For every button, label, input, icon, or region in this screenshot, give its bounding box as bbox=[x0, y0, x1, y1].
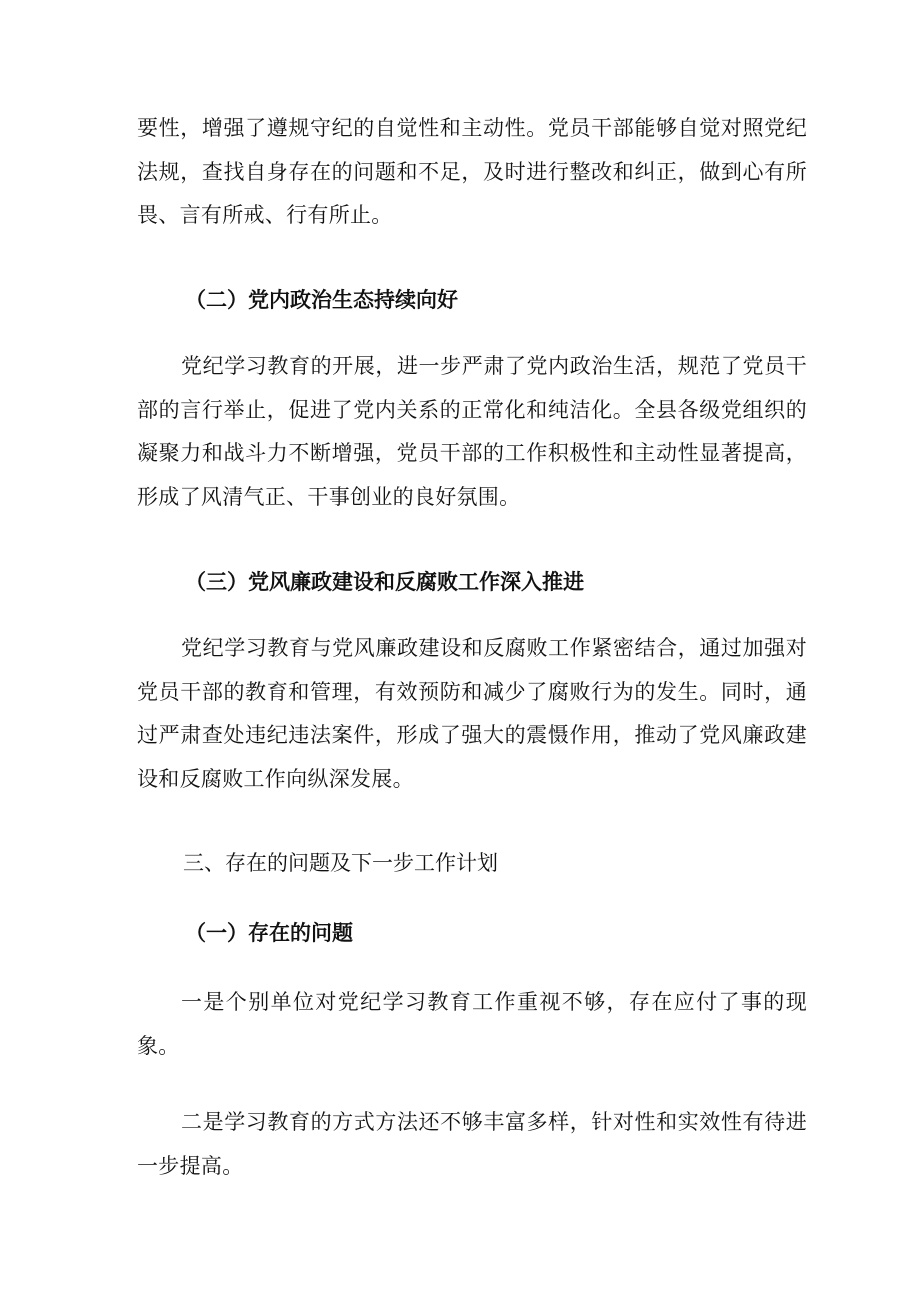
subheading-political-ecology: （二）党内政治生态持续向好 bbox=[185, 287, 458, 312]
section-heading-problems-and-plan: 三、存在的问题及下一步工作计划 bbox=[183, 851, 498, 875]
paragraph-problem-two: 二是学习教育的方式方法还不够丰富多样，针对性和实效性有待进一步提高。 bbox=[137, 1110, 807, 1178]
paragraph-problem-one: 一是个别单位对党纪学习教育工作重视不够，存在应付了事的现象。 bbox=[137, 990, 807, 1058]
paragraph-continuation: 要性，增强了遵规守纪的自觉性和主动性。党员干部能够自觉对照党纪法规，查找自身存在的问题和不足，及时进行整改和纠正，做到心有所畏、言有所戒、行有所止。 bbox=[137, 116, 807, 227]
paragraph-political-ecology: 党纪学习教育的开展，进一步严肃了党内政治生活，规范了党员干部的言行举止，促进了党内关系的正常化和纯洁化。全县各级党组织的凝聚力和战斗力不断增强，党员干部的工作积极性和主动性显著提高，形成了风清气正、干事创业的良好氛围。 bbox=[137, 354, 807, 509]
subheading-existing-problems: （一）存在的问题 bbox=[185, 920, 353, 945]
subheading-anti-corruption: （三）党风廉政建设和反腐败工作深入推进 bbox=[185, 569, 584, 594]
paragraph-anti-corruption: 党纪学习教育与党风廉政建设和反腐败工作紧密结合，通过加强对党员干部的教育和管理，有效预防和减少了腐败行为的发生。同时，通过严肃查处违纪违法案件，形成了强大的震慑作用，推动了党风廉政建设和反腐败工作向纵深发展。 bbox=[137, 636, 807, 791]
